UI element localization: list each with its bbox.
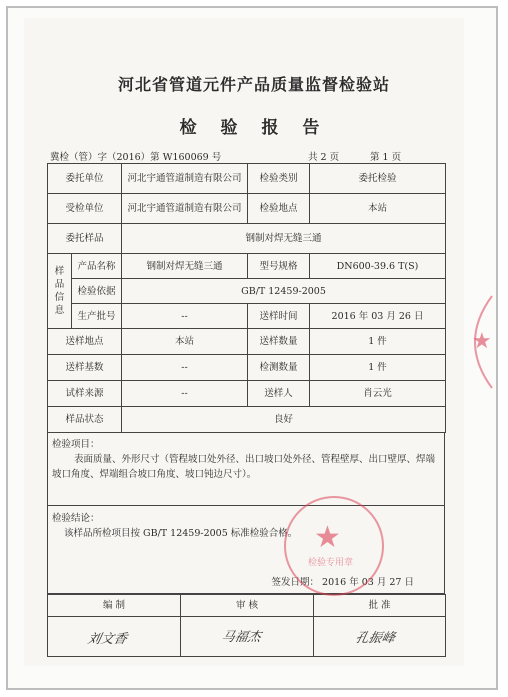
- review-label: 审 核: [181, 595, 314, 617]
- sample-value: 钢制对焊无缝三通: [122, 224, 446, 254]
- client-label: 委托单位: [48, 164, 122, 194]
- inspect-type-value: 委托检验: [310, 164, 446, 194]
- recipient-label: 受检单位: [48, 194, 122, 224]
- site-value: 本站: [310, 194, 446, 224]
- recipient-value: 河北宇通管道制造有限公司: [122, 194, 248, 224]
- model-value: DN600-39.6 T(S): [310, 254, 446, 279]
- sample-label: 委托样品: [48, 224, 122, 254]
- page-count: 共 2 页: [308, 152, 340, 163]
- inspect-type-label: 检验类别: [248, 164, 310, 194]
- batch-value: --: [122, 304, 248, 329]
- test-qty-label: 检测数量: [248, 355, 310, 381]
- seal-star-icon: ★: [314, 520, 341, 555]
- send-place-value: 本站: [122, 329, 248, 355]
- items-text: 表面质量、外形尺寸（管程坡口处外径、出口坡口处外径、管程壁厚、出口壁厚、焊端坡口角度、焊端组合坡口角度、坡口钝边尺寸）。: [52, 454, 436, 480]
- conclusion-label: 检验结论：: [52, 513, 100, 524]
- basis-label: 检验依据: [72, 279, 122, 304]
- seal-text: 检验专用章: [308, 558, 354, 568]
- test-qty-value: 1 件: [310, 355, 446, 381]
- inspection-info-table: [47, 163, 446, 433]
- sample-info-label: 样品信息: [48, 254, 72, 329]
- report-number: 冀检（管）字（2016）第 W160069 号: [50, 152, 222, 163]
- conclusion-section: [47, 506, 445, 594]
- send-time-label: 送样时间: [248, 304, 310, 329]
- svg-text:★: ★: [472, 329, 492, 354]
- state-label: 样品状态: [48, 407, 122, 433]
- send-qty-value: 1 件: [310, 329, 446, 355]
- compile-label: 编 制: [48, 595, 181, 617]
- sender-label: 送样人: [248, 381, 310, 407]
- source-label: 试样来源: [48, 381, 122, 407]
- conclusion-text: 该样品所检项目按 GB/T 12459-2005 标准检验合格。: [64, 528, 298, 539]
- reviewer-signature: 马福杰: [219, 630, 263, 645]
- batch-label: 生产批号: [72, 304, 122, 329]
- compiler-signature: 刘文香: [85, 632, 129, 647]
- page-number: 第 1 页: [370, 152, 402, 163]
- items-label: 检验项目：: [52, 439, 100, 450]
- report-title: 检 验 报 告: [179, 118, 329, 138]
- edge-seal-icon: [452, 292, 500, 392]
- product-name-label: 产品名称: [72, 254, 122, 279]
- sign-date: 签发日期： 2016 年 03 月 27 日: [271, 577, 414, 588]
- site-label: 检验地点: [248, 194, 310, 224]
- send-base-label: 送样基数: [48, 355, 122, 381]
- send-time-value: 2016 年 03 月 26 日: [310, 304, 446, 329]
- source-value: --: [122, 381, 248, 407]
- send-place-label: 送样地点: [48, 329, 122, 355]
- sender-value: 肖云光: [310, 381, 446, 407]
- station-title: 河北省管道元件产品质量监督检验站: [117, 75, 390, 94]
- basis-value: GB/T 12459-2005: [122, 279, 446, 304]
- product-name-value: 钢制对焊无缝三通: [122, 254, 248, 279]
- state-value: 良好: [122, 407, 446, 433]
- client-value: 河北宇通管道制造有限公司: [122, 164, 248, 194]
- send-qty-label: 送样数量: [248, 329, 310, 355]
- items-section: [47, 432, 445, 506]
- approver-signature: 孔振峰: [353, 631, 397, 646]
- approve-label: 批 准: [314, 595, 446, 617]
- edge-seal: [452, 292, 500, 392]
- send-base-value: --: [122, 355, 248, 381]
- model-label: 型号规格: [248, 254, 310, 279]
